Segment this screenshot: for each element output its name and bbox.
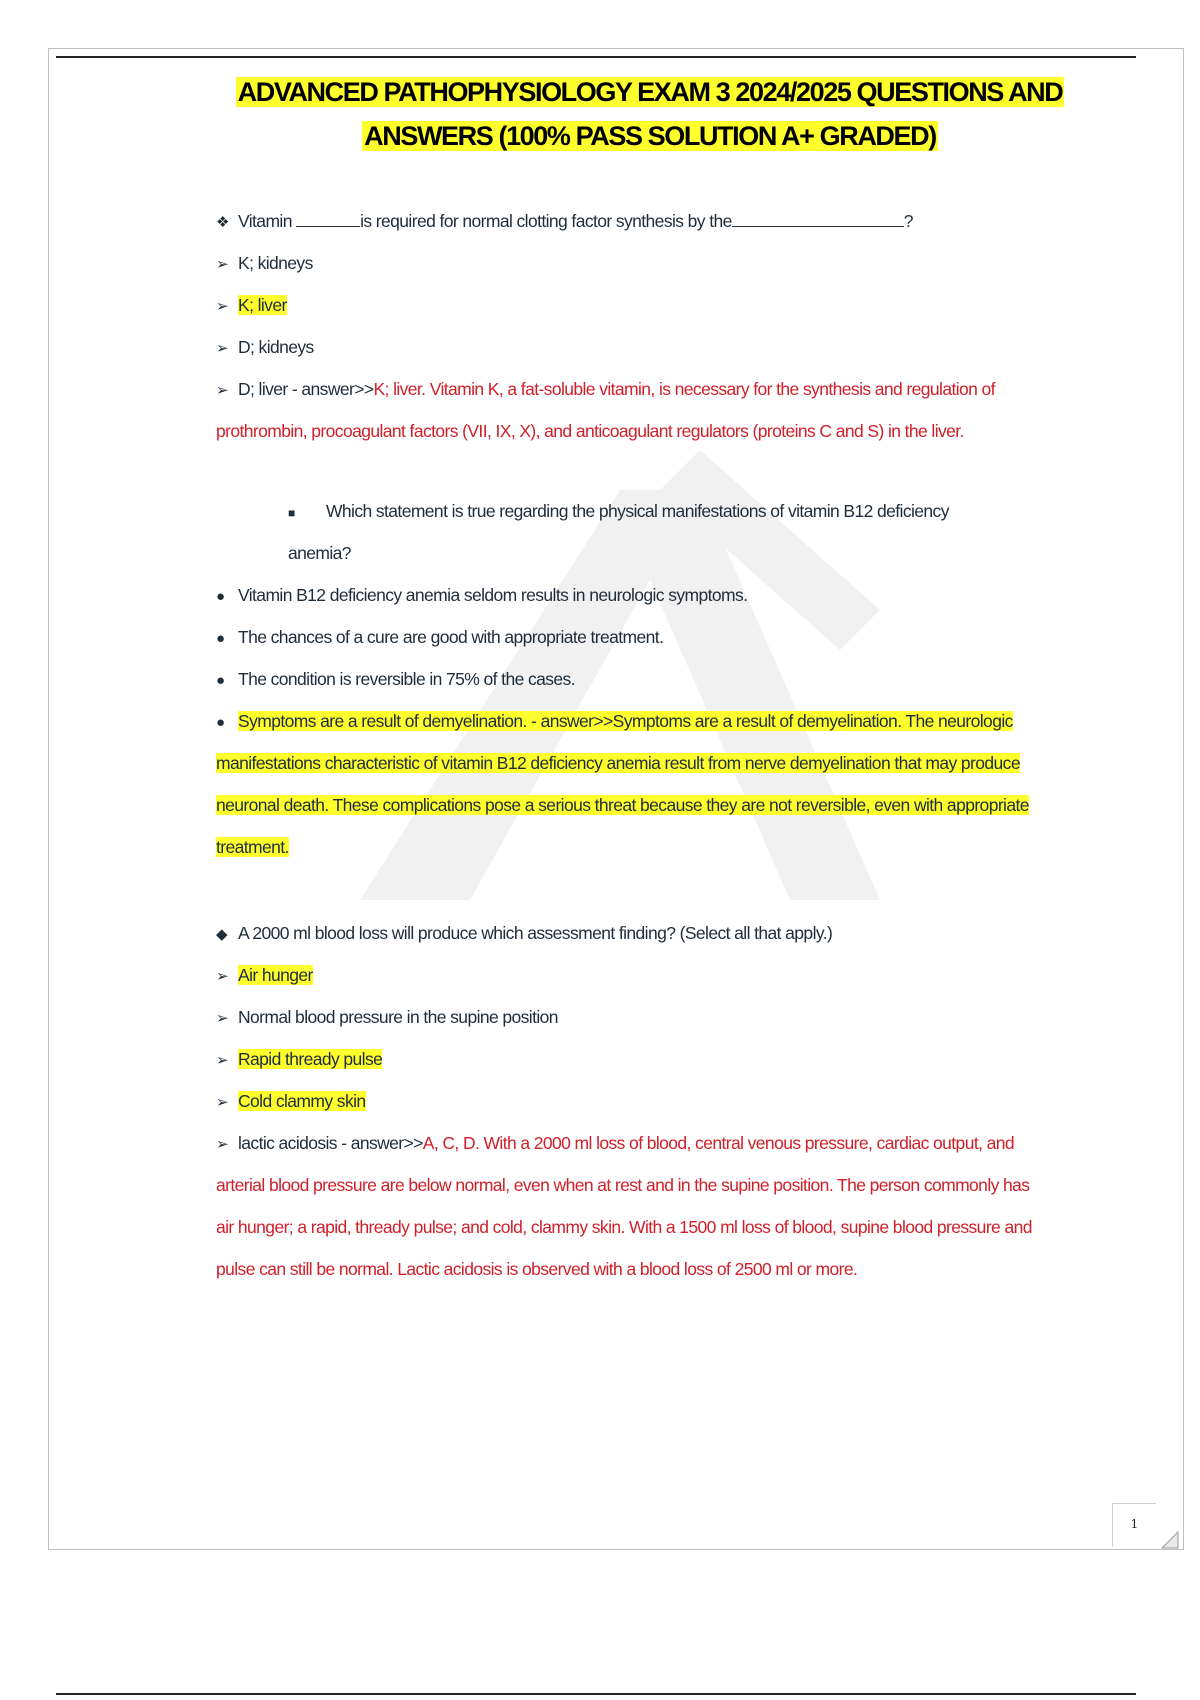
question-3-option [216, 1080, 1096, 1122]
question-1-option [216, 326, 1096, 368]
answer-text: neuronal death. These complications pose a serious threat because they are not reversible, even with appropriate [216, 795, 1029, 815]
question-3-option [216, 954, 1096, 996]
diamond-bullet-icon: ◆ [216, 926, 227, 943]
arrow-bullet-icon: ➢ [216, 1052, 228, 1069]
bottom-rule [56, 1693, 1136, 1695]
question-2-stem-continued: anemia? [288, 543, 351, 563]
dot-bullet-icon: ● [216, 714, 225, 731]
arrow-bullet-icon: ➢ [216, 298, 228, 315]
answer-explanation: Symptoms are a result of demyelination. - answer>>Symptoms are a result of demyelination. The neurologic [238, 711, 1013, 731]
answer-prefix: - answer>> [287, 379, 374, 399]
question-3-stem-text: A 2000 ml blood loss will produce which assessment finding? (Select all that apply.) [238, 923, 833, 943]
spacer [216, 452, 1096, 490]
answer-explanation: A, C, D. With a 2000 ml loss of blood, central venous pressure, cardiac output, and [422, 1133, 1015, 1153]
dot-bullet-icon: ● [216, 588, 225, 605]
question-2-option [216, 658, 1096, 700]
question-3-option [216, 996, 1096, 1038]
arrow-bullet-icon: ➢ [216, 1094, 228, 1111]
question-1-option [216, 242, 1096, 284]
page-curl-icon [1160, 1530, 1180, 1550]
question-1-stem-part-b: is required for normal clotting factor synthesis by the [360, 211, 732, 231]
question-2-option [216, 574, 1096, 616]
arrow-bullet-icon: ➢ [216, 968, 228, 985]
question-3-option [216, 1038, 1096, 1080]
option-text: The condition is reversible in 75% of the cases. [238, 669, 575, 689]
option-text: D; liver [238, 379, 288, 399]
arrow-bullet-icon: ➢ [216, 256, 228, 273]
question-1-option-with-answer [216, 368, 1096, 410]
answer-explanation: K; liver. Vitamin K, a fat-soluble vitamin, is necessary for the synthesis and regulation of [373, 379, 995, 399]
title-line-2: ANSWERS (100% PASS SOLUTION A+ GRADED) [364, 121, 936, 151]
dot-bullet-icon: ● [216, 630, 225, 647]
square-bullet-icon: ■ [288, 506, 295, 520]
question-2-option-correct [216, 700, 1096, 742]
answer-blank [296, 210, 360, 227]
question-1-stem-part-a: Vitamin [238, 211, 297, 231]
four-diamond-bullet-icon: ❖ [216, 214, 229, 231]
document-body [216, 200, 1096, 1290]
question-1-option [216, 284, 1096, 326]
title-line-1: ADVANCED PATHOPHYSIOLOGY EXAM 3 2024/2025 QUESTIONS AND [237, 77, 1063, 107]
answer-explanation-continued [216, 826, 1096, 868]
question-1-stem-part-c: ? [903, 211, 913, 231]
arrow-bullet-icon: ➢ [216, 1010, 228, 1027]
answer-explanation-continued: arterial blood pressure are below normal, even when at rest and in the supine position. The person commonly has [216, 1175, 1030, 1195]
top-rule [56, 56, 1136, 58]
dot-bullet-icon: ● [216, 672, 225, 689]
spacer [216, 868, 1096, 912]
arrow-bullet-icon: ➢ [216, 382, 228, 399]
document-title [220, 70, 1080, 158]
question-3-stem [216, 912, 1096, 954]
arrow-bullet-icon: ➢ [216, 340, 228, 357]
option-text: K; kidneys [238, 253, 313, 273]
arrow-bullet-icon: ➢ [216, 1136, 228, 1153]
option-text-correct: Cold clammy skin [238, 1091, 366, 1111]
answer-text: manifestations characteristic of vitamin B12 deficiency anemia result from nerve demyelination that may produce [216, 753, 1020, 773]
answer-explanation-continued: pulse can still be normal. Lactic acidosis is observed with a blood loss of 2500 ml or more. [216, 1259, 858, 1279]
question-3-option-with-answer [216, 1122, 1096, 1164]
answer-explanation-continued: air hunger; a rapid, thready pulse; and cold, clammy skin. With a 1500 ml loss of blood, supine blood pressure and [216, 1217, 1032, 1237]
question-2-option [216, 616, 1096, 658]
option-text-correct: Air hunger [238, 965, 313, 985]
option-text-correct: Rapid thready pulse [238, 1049, 383, 1069]
page-number: 1 [1112, 1503, 1156, 1547]
option-text-correct: K; liver [238, 295, 287, 315]
option-text: D; kidneys [238, 337, 314, 357]
question-2-stem-text: Which statement is true regarding the physical manifestations of vitamin B12 deficiency [326, 501, 949, 521]
answer-prefix: - answer>> [336, 1133, 423, 1153]
option-text: The chances of a cure are good with appropriate treatment. [238, 627, 664, 647]
question-2-stem [216, 490, 1096, 532]
answer-explanation-continued: prothrombin, procoagulant factors (VII, IX, X), and anticoagulant regulators (proteins C and S) in the liver. [216, 421, 964, 441]
question-1-stem [216, 200, 1096, 242]
option-text: Normal blood pressure in the supine position [238, 1007, 558, 1027]
answer-blank [732, 210, 904, 227]
answer-text: treatment. [216, 837, 289, 857]
answer-explanation-continued [216, 742, 1096, 784]
answer-explanation-continued [216, 784, 1096, 826]
option-text: lactic acidosis [238, 1133, 337, 1153]
option-text: Vitamin B12 deficiency anemia seldom results in neurologic symptoms. [238, 585, 748, 605]
